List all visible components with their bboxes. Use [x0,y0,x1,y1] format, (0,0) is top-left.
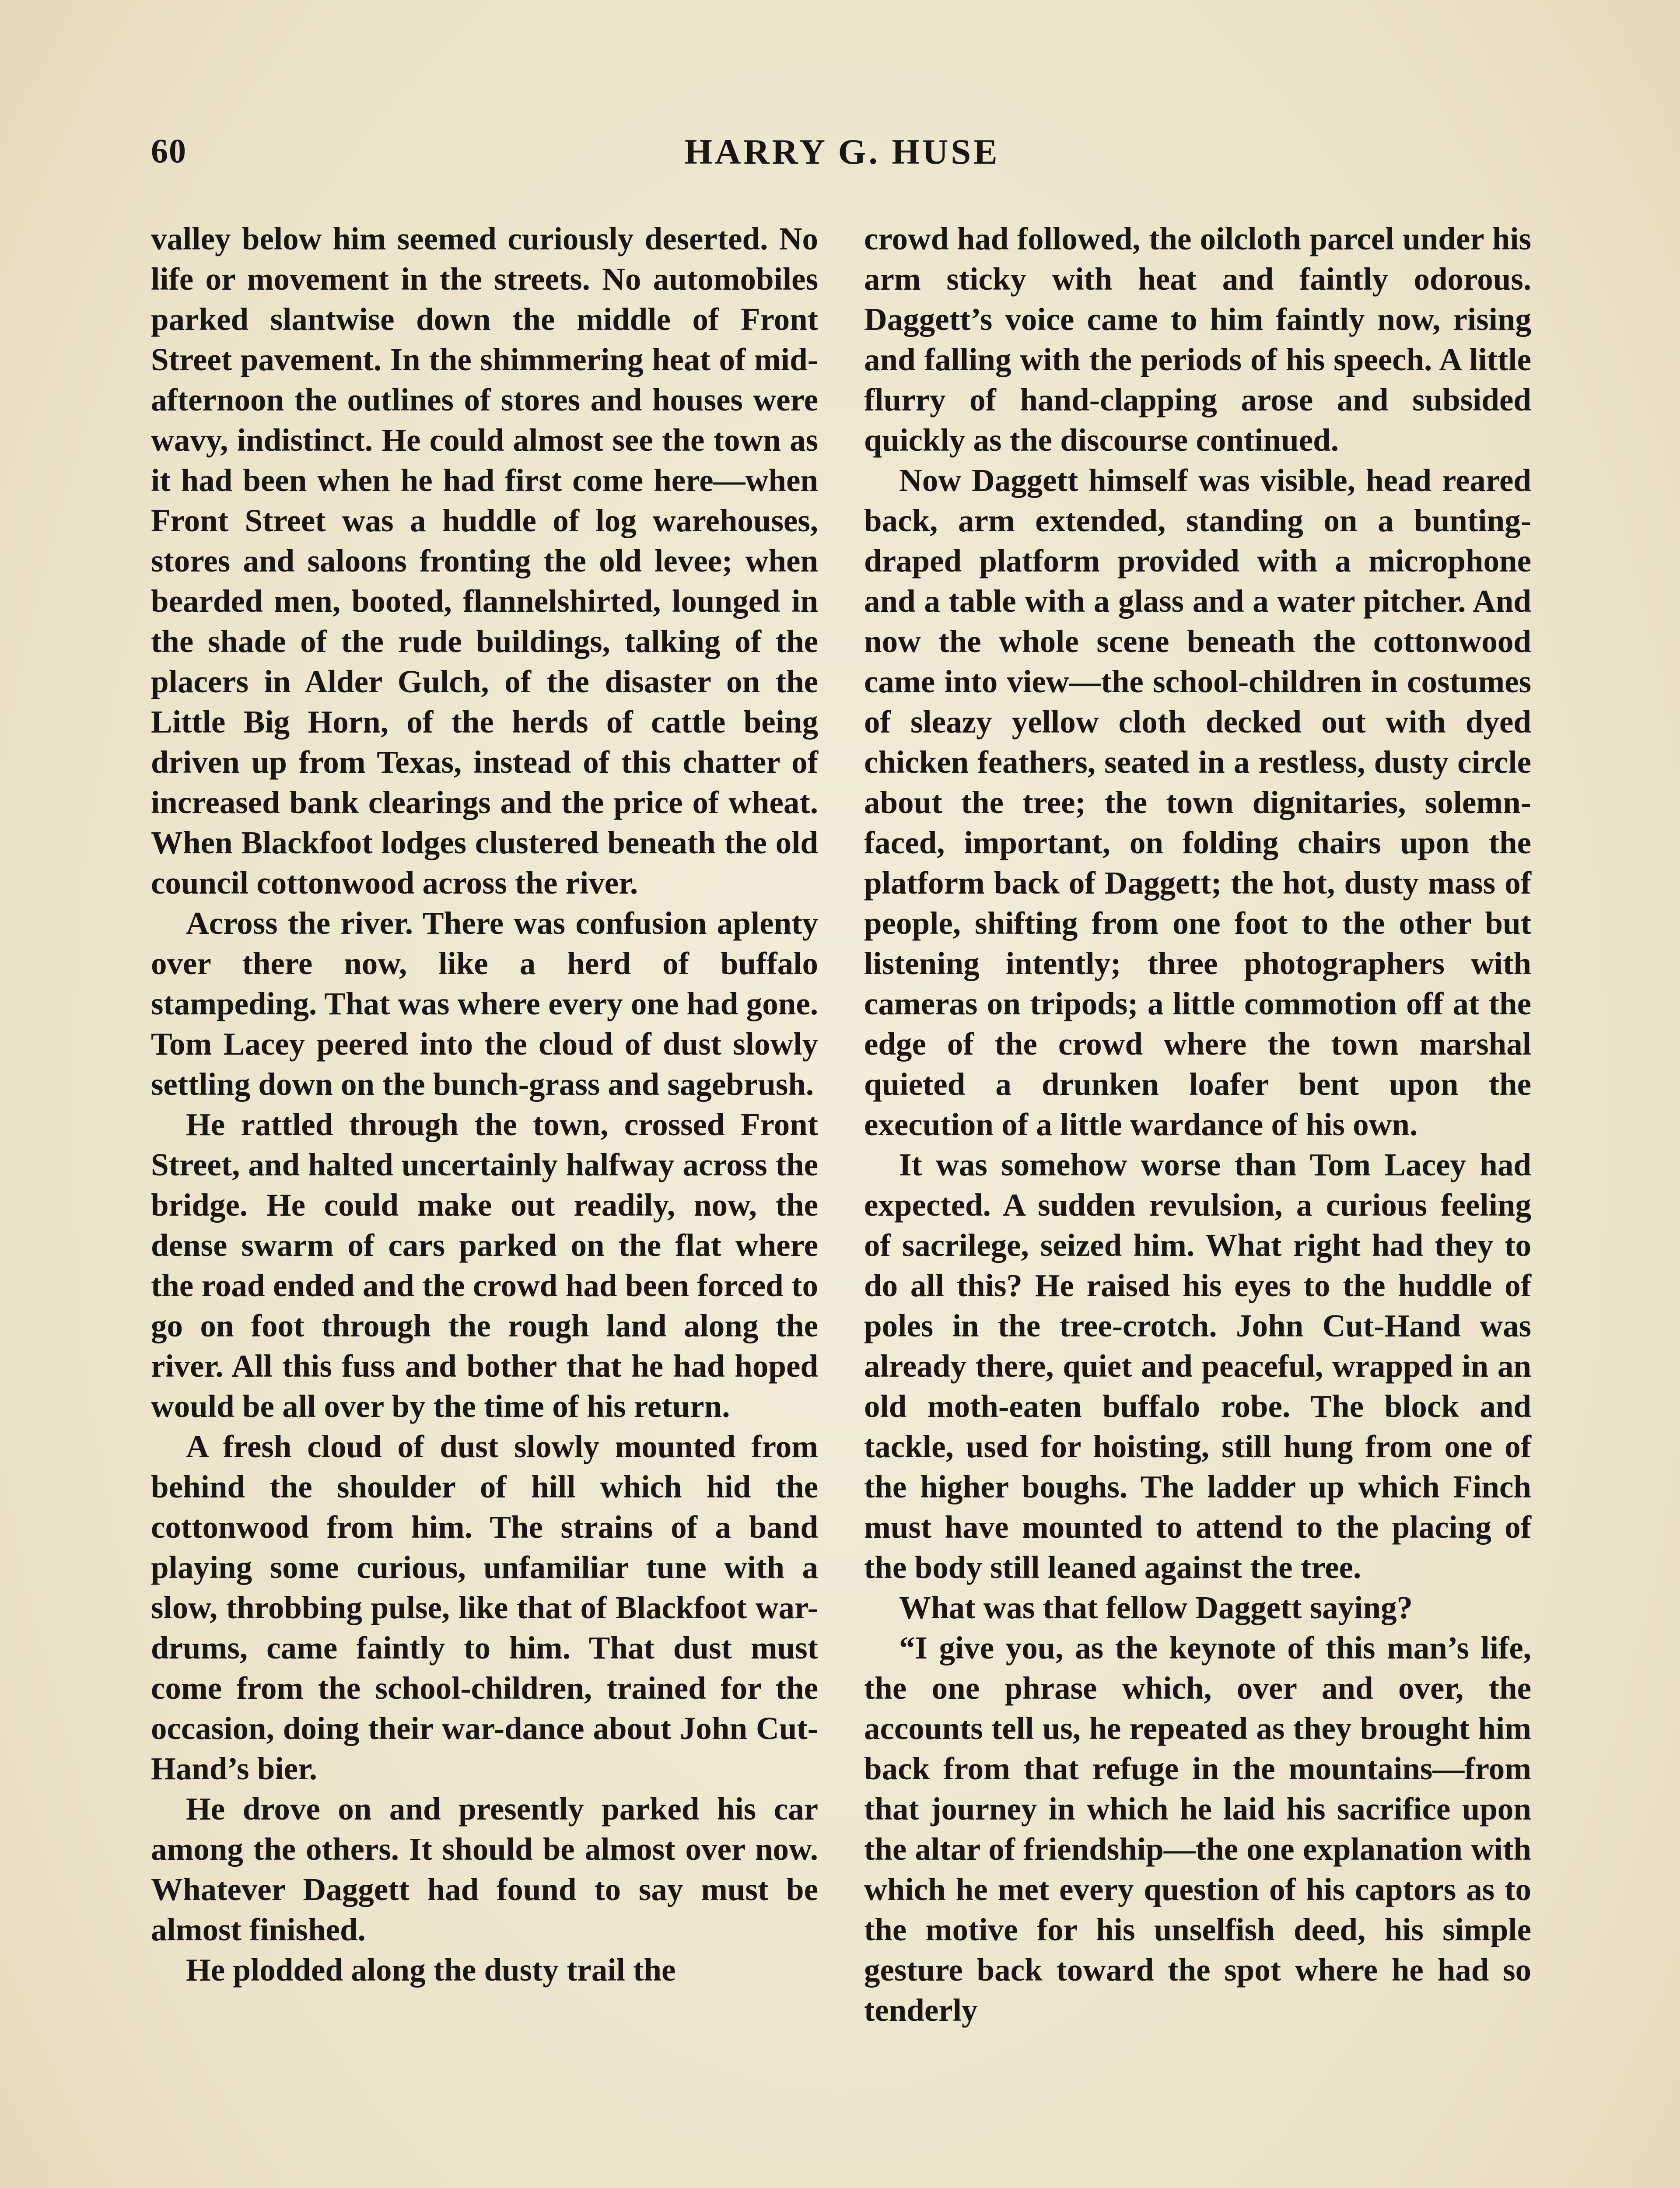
paragraph: A fresh cloud of dust slowly mounted from behind the shoulder of hill which hid the cottonwood from him. The strains of a band playing some curious, unfamiliar tune with a slow, throbbing pulse, like that of Blackfoot war-drums, came faintly to him. That dust must come from the school-children, trained for the occasion, doing their war-dance about John Cut-Hand’s bier. [151,1429,818,1786]
paragraph: “I give you, as the keynote of this man’s life, the one phrase which, over and over, the accounts tell us, he repeated as they brought him back from that refuge in the mountains—from that journey in which he laid his sacrifice upon the altar of friendship—the one explanation with which he met every question of his captors as to the motive for his unselfish deed, his simple gesture back toward the spot where he had so tenderly [864,1630,1531,2028]
left-text-column [151,219,818,1990]
running-head: HARRY G. HUSE [684,132,1000,172]
paragraph: He plodded along the dusty trail the [186,1952,676,1988]
page-number: 60 [151,132,187,170]
paragraph: crowd had followed, the oilcloth parcel under his arm sticky with heat and faintly odorous. Daggett’s voice came to him faintly now, rising and falling with the periods of his speech. A little flurry of hand-clapping arose and subsided quickly as the discourse continued. [864,221,1531,458]
paragraph: valley below him seemed curiously deserted. No life or movement in the streets. No automobiles parked slantwise down the middle of Front Street pavement. In the shimmering heat of mid-afternoon the outlines of stores and houses were wavy, indistinct. He could almost see the town as it had been when he had first come here—when Front Street was a huddle of log warehouses, stores and saloons fronting the old levee; when bearded men, booted, flannelshirted, lounged in the shade of the rude buildings, talking of the placers in Alder Gulch, of the disaster on the Little Big Horn, of the herds of cattle being driven up from Texas, instead of this chatter of increased bank clearings and the price of wheat. When Blackfoot lodges clustered beneath the old council cottonwood across the river. [151,221,818,901]
paragraph: He rattled through the town, crossed Front Street, and halted uncertainly halfway across the bridge. He could make out readily, now, the dense swarm of cars parked on the flat where the road ended and the crowd had been forced to go on foot through the rough land along the river. All this fuss and bother that he had hoped would be all over by the time of his return. [151,1107,818,1424]
right-text-column [864,219,1531,2030]
page-header [151,131,1533,179]
paragraph: What was that fellow Daggett saying? [899,1590,1413,1625]
paragraph: Now Daggett himself was visible, head reared back, arm extended, standing on a bunting-draped platform provided with a microphone and a table with a glass and a water pitcher. And now the whole scene beneath the cottonwood came into view—the school-children in costumes of sleazy yellow cloth decked out with dyed chicken feathers, seated in a restless, dusty circle about the tree; the town dignitaries, solemn-faced, important, on folding chairs upon the platform back of Daggett; the hot, dusty mass of people, shifting from one foot to the other but listening intently; three photographers with cameras on tripods; a little commotion off at the edge of the crowd where the town marshal quieted a drunken loafer bent upon the execution of a little wardance of his own. [864,463,1531,1142]
paragraph: It was somehow worse than Tom Lacey had expected. A sudden revulsion, a curious feeling of sacrilege, seized him. What right had they to do all this? He raised his eyes to the huddle of poles in the tree-crotch. John Cut-Hand was already there, quiet and peaceful, wrapped in an old moth-eaten buffalo robe. The block and tackle, used for hoisting, still hung from one of the higher boughs. The ladder up which Finch must have mounted to attend to the placing of the body still leaned against the tree. [864,1147,1531,1585]
paragraph: He drove on and presently parked his car among the others. It should be almost over now. Whatever Daggett had found to say must be almost finished. [151,1791,818,1947]
paragraph: Across the river. There was confusion aplenty over there now, like a herd of buffalo stampeding. That was where every one had gone. Tom Lacey peered into the cloud of dust slowly settling down on the bunch-grass and sagebrush. [151,905,818,1102]
